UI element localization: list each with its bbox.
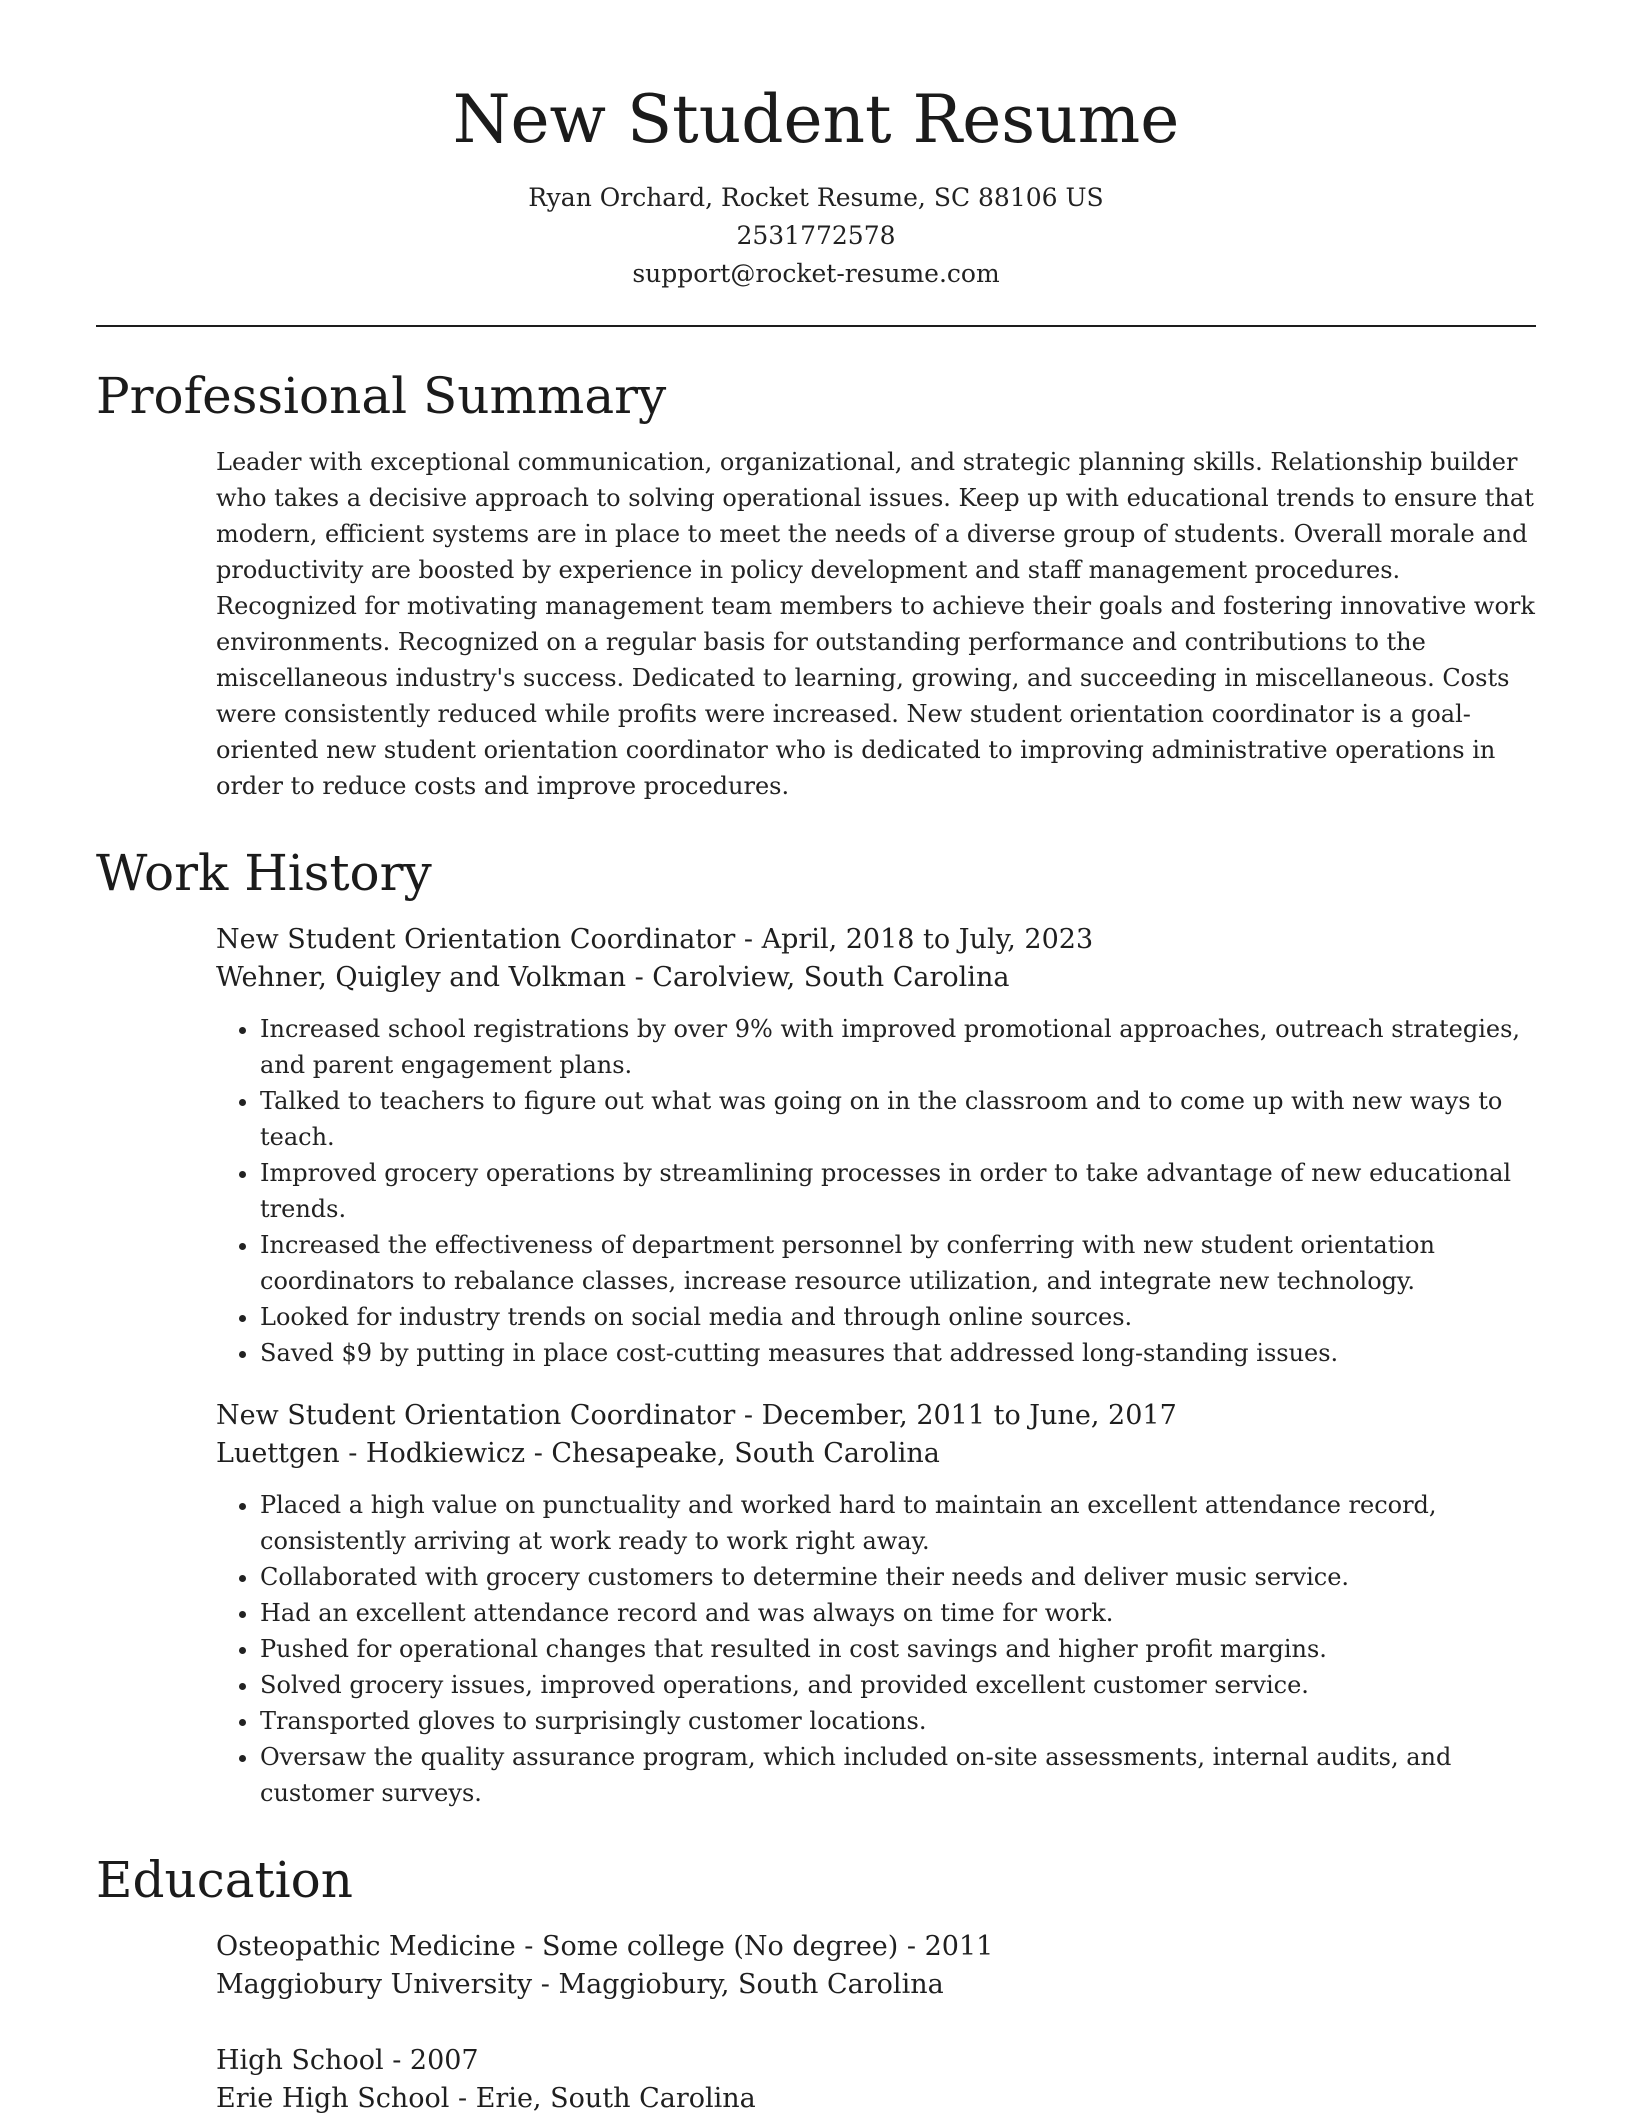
job-dates: - April, 2018 to July, 2023 [743,923,1094,955]
resume-title: New Student Resume [452,81,1180,158]
resume-header [96,0,1536,293]
education-entry [216,1928,1536,2004]
job-company-line [216,959,1536,997]
education-school: Erie High School [216,2082,450,2114]
job-bullet: • Looked for industry trends on social media and through online sources. [260,1299,1536,1335]
job-bullet: • Transported gloves to surprisingly customer locations. [260,1703,1536,1739]
job-bullet: • Had an excellent attendance record and was always on time for work. [260,1595,1536,1631]
job-company: Wehner, Quigley and Volkman [216,961,626,993]
job-bullets [216,1011,1536,1371]
education-school-line [216,1966,1536,2004]
education-section [96,1850,1536,2118]
education-entry [216,2042,1536,2118]
education-degree-line [216,2042,1536,2080]
job-location: - Chesapeake, South Carolina [533,1437,940,1469]
job-bullet: • Saved $9 by putting in place cost-cutting measures that addressed long-standing issues. [260,1335,1536,1371]
education-school: Maggiobury University [216,1968,533,2000]
job-bullet: • Solved grocery issues, improved operations, and provided excellent customer service. [260,1667,1536,1703]
contact-address: Ryan Orchard, Rocket Resume, SC 88106 US [528,182,1104,212]
education-year: - 2007 [392,2044,479,2076]
education-location: - Maggiobury, South Carolina [540,1968,944,2000]
job-company: Luettgen - Hodkiewicz [216,1437,526,1469]
education-degree: High School [216,2044,384,2076]
job-bullet: • Improved grocery operations by streamlining processes in order to take advantage of new educational trends. [260,1155,1536,1227]
contact-phone: 2531772578 [736,220,896,250]
job-title: New Student Orientation Coordinator [216,923,736,955]
education-location: - Erie, South Carolina [458,2082,756,2114]
work-history-heading: Work History [96,843,432,902]
summary-text: Leader with exceptional communication, organizational, and strategic planning skills. Relationship builder who takes a decisive approach to solving operational issues. Keep up with educational trends to ensure that modern, efficient systems are in place to meet the needs of a diverse group of students. Overall morale and productivity are boosted by experience in policy development and staff management procedures. Recognized for motivating management team members to achieve their goals and fostering innovative work environments. Recognized on a regular basis for outstanding performance and contributions to the miscellaneous industry's success. Dedicated to learning, growing, and succeeding in miscellaneous. Costs were consistently reduced while profits were increased. New student orientation coordinator is a goal-oriented new student orientation coordinator who is dedicated to improving administrative operations in order to reduce costs and improve procedures. [216,447,1535,800]
education-heading: Education [96,1850,353,1909]
education-degree: Osteopathic Medicine - Some college (No degree) [216,1930,899,1962]
contact-email: support@rocket-resume.com [632,258,1000,288]
education-body [216,1928,1536,2118]
job-entry [216,921,1536,1371]
job-bullet: • Placed a high value on punctuality and worked hard to maintain an excellent attendance record, consistently arriving at work ready to work right away. [260,1487,1536,1559]
job-bullet: • Increased the effectiveness of department personnel by conferring with new student orientation coordinators to rebalance classes, increase resource utilization, and integrate new technology. [260,1227,1536,1299]
job-company-line [216,1435,1536,1473]
work-history-body [216,921,1536,1811]
job-bullet: • Talked to teachers to figure out what was going on in the classroom and to come up with new ways to teach. [260,1083,1536,1155]
professional-summary-body [216,444,1536,804]
job-title-line [216,921,1536,959]
resume-page [96,0,1536,2112]
education-year: - 2011 [906,1930,994,1962]
job-bullet: • Increased school registrations by over 9% with improved promotional approaches, outreach strategies, and parent engagement plans. [260,1011,1536,1083]
professional-summary-heading: Professional Summary [96,366,667,425]
job-bullet: • Pushed for operational changes that resulted in cost savings and higher profit margins. [260,1631,1536,1667]
job-bullet: • Collaborated with grocery customers to determine their needs and deliver music service. [260,1559,1536,1595]
education-degree-line [216,1928,1536,1966]
job-bullet: • Oversaw the quality assurance program, which included on-site assessments, internal audits, and customer surveys. [260,1739,1536,1811]
work-history-section [96,843,1536,1811]
job-bullets [216,1487,1536,1811]
job-title-line [216,1397,1536,1435]
job-dates: - December, 2011 to June, 2017 [743,1399,1177,1431]
header-divider [96,325,1536,327]
professional-summary-section [96,366,1536,804]
job-location: - Carolview, South Carolina [634,961,1010,993]
job-title: New Student Orientation Coordinator [216,1399,736,1431]
job-entry [216,1397,1536,1811]
